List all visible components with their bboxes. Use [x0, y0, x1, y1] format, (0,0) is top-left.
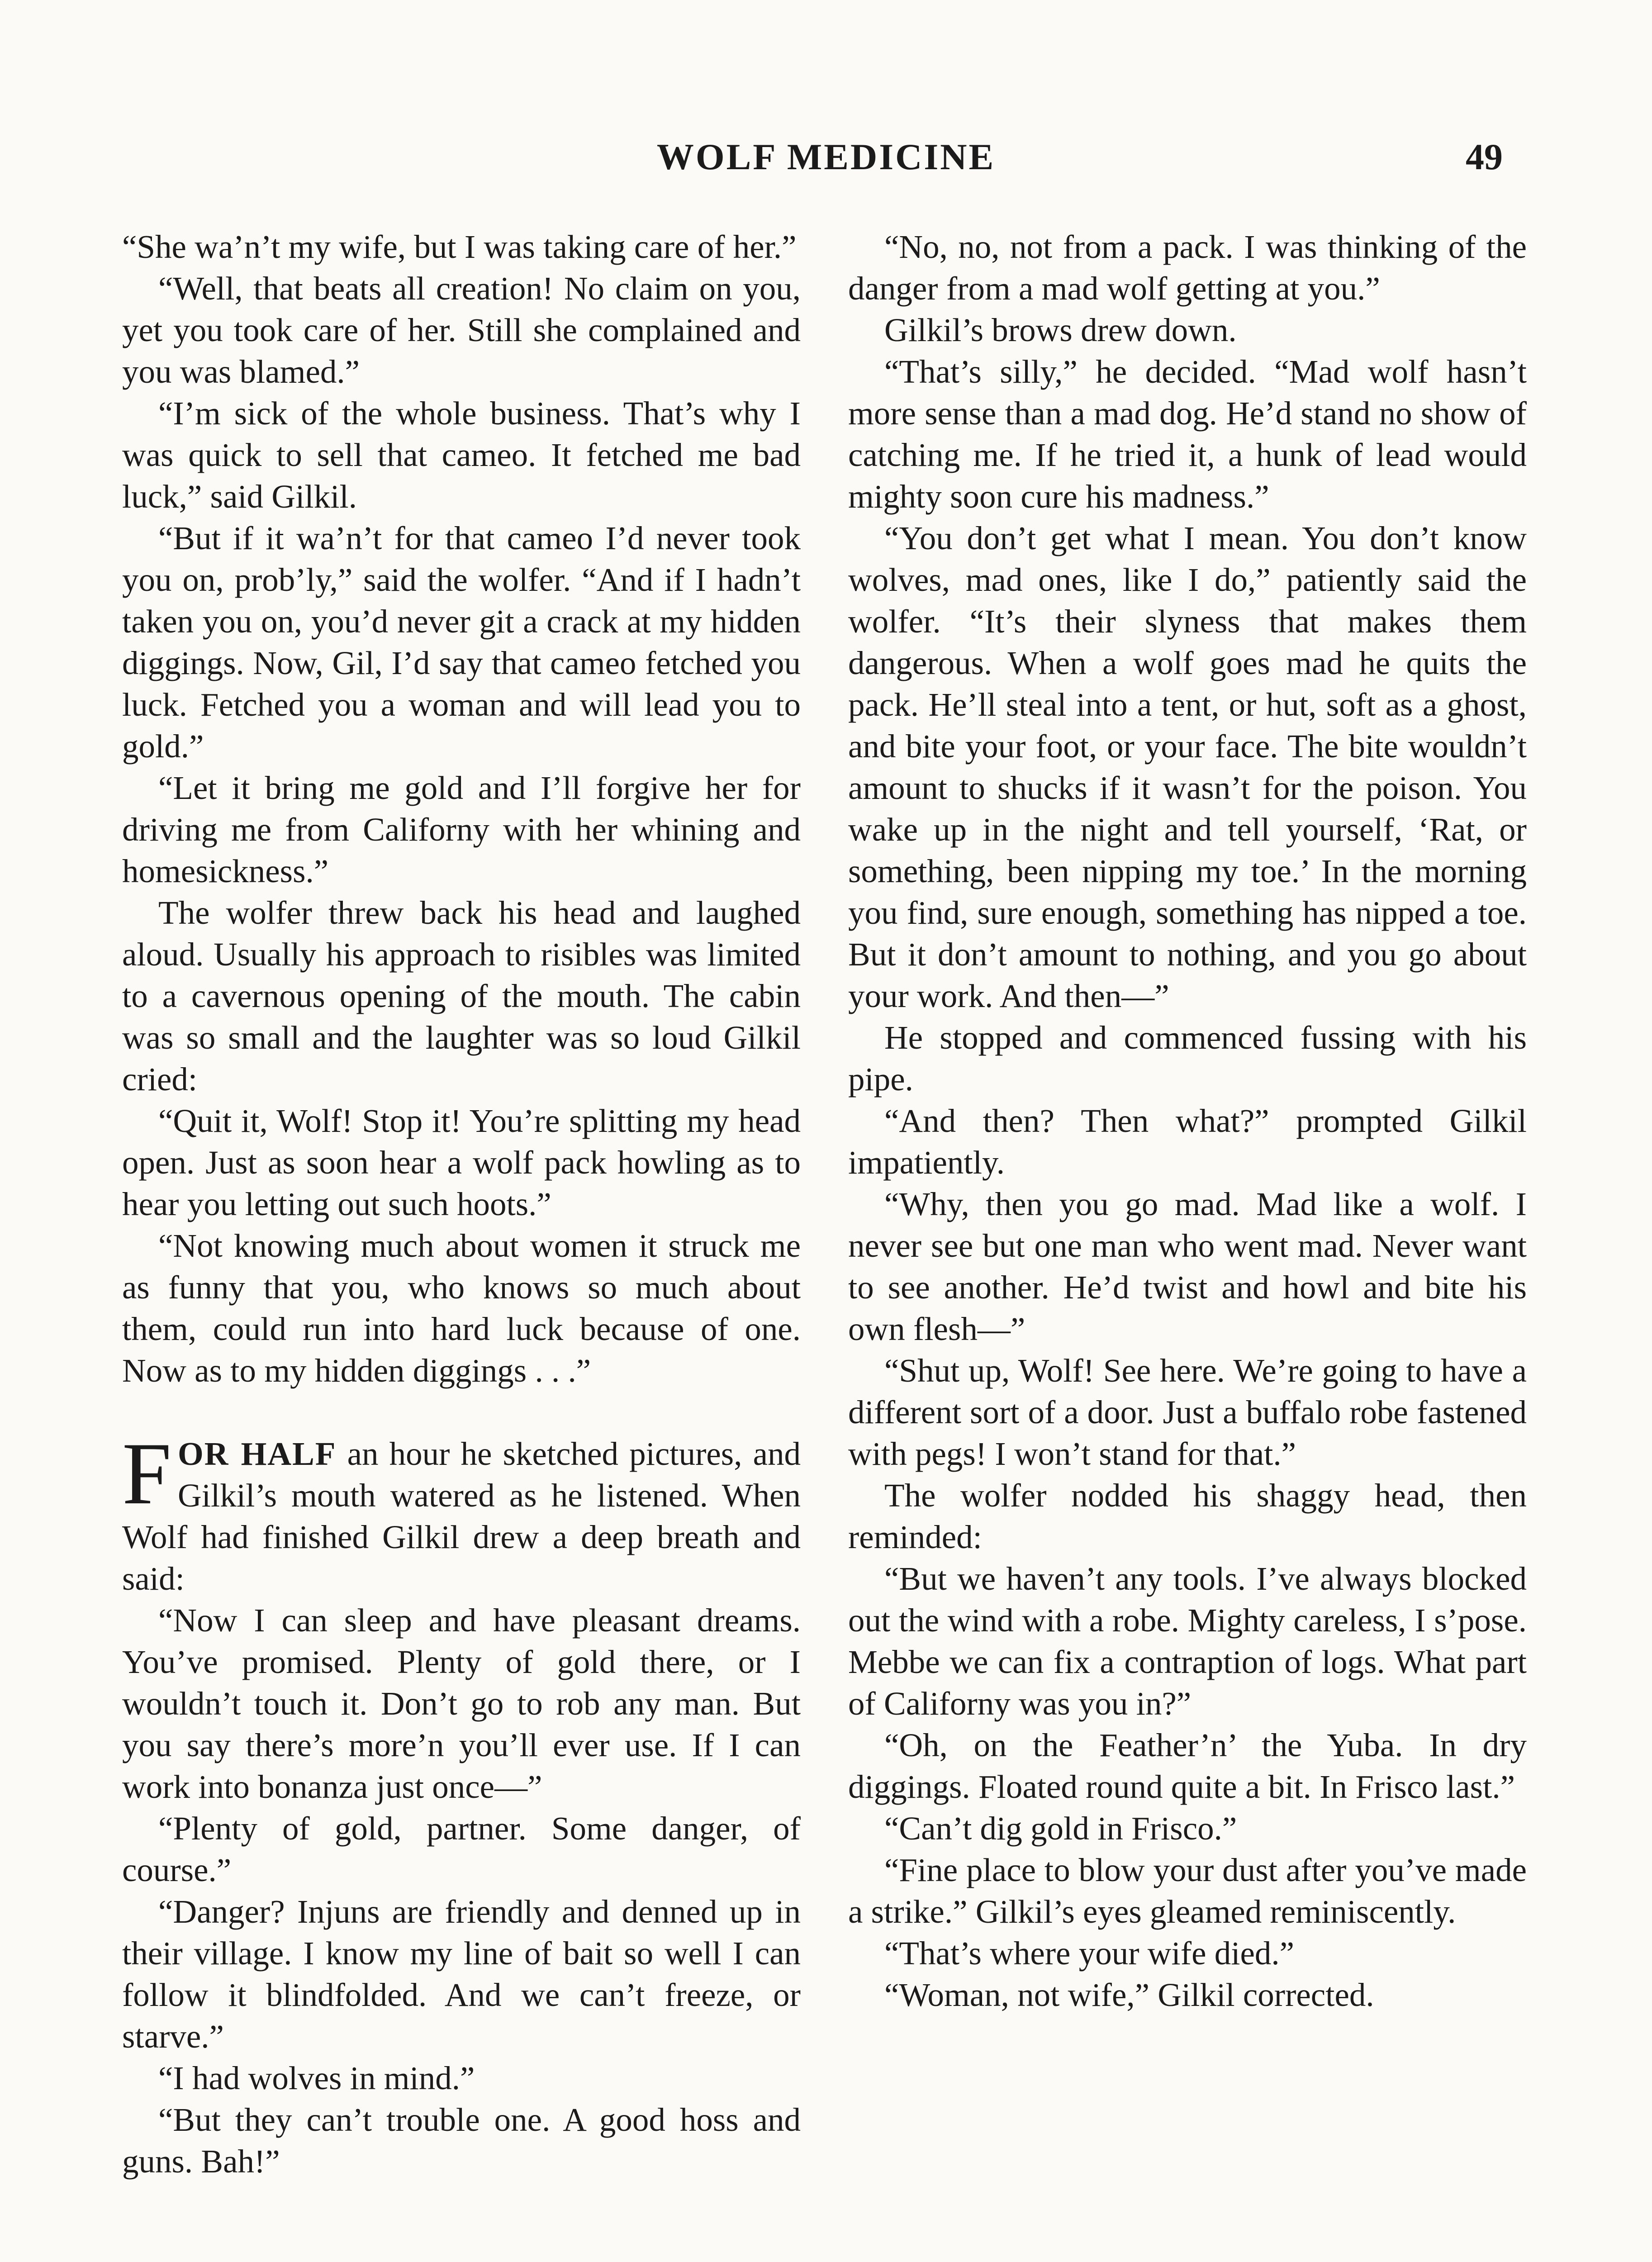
paragraph: “That’s where your wife died.”: [884, 1935, 1295, 1972]
paragraph: “No, no, not from a pack. I was thinking of the danger from a mad wolf getting at you.”: [848, 228, 1527, 307]
paragraph: “Not knowing much about women it struck me as funny that you, who knows so much about them, could run into hard luck because of one. Now as to my hidden diggings . . .”: [122, 1227, 801, 1389]
paragraph: “Well, that beats all creation! No claim on you, yet you took care of her. Still she complained and you was blamed.”: [122, 270, 801, 390]
lead-caps: OR HALF: [178, 1435, 337, 1472]
paragraph: “That’s silly,” he decided. “Mad wolf hasn’t more sense than a mad dog. He’d stand no show of catching me. If he tried it, a hunk of lead would mighty soon cure his madness.”: [848, 353, 1527, 515]
running-title: WOLF MEDICINE: [656, 136, 996, 177]
paragraph: “Plenty of gold, partner. Some danger, of course.”: [122, 1810, 801, 1888]
paragraph: “Danger? Injuns are friendly and denned up in their village. I know my line of bait so well I can follow it blindfolded. And we can’t freeze, or starve.”: [122, 1893, 801, 2055]
paragraph: He stopped and commenced fussing with his pipe.: [848, 1019, 1527, 1098]
paragraph: “But they can’t trouble one. A good hoss and guns. Bah!”: [122, 2101, 801, 2180]
paragraph: “Fine place to blow your dust after you’ve made a strike.” Gilkil’s eyes gleamed reminiscently.: [848, 1852, 1527, 1930]
paragraph: “But if it wa’n’t for that cameo I’d never took you on, prob’ly,” said the wolfer. “And if I hadn’t taken you on, you’d never git a crack at my hidden diggings. Now, Gil, I’d say that cameo fetched you luck. Fetched you a woman and will lead you to gold.”: [122, 520, 801, 765]
paragraph: “And then? Then what?” prompted Gilkil impatiently.: [848, 1102, 1527, 1181]
paragraph: The wolfer nodded his shaggy head, then reminded:: [848, 1477, 1527, 1555]
paragraph: “Why, then you go mad. Mad like a wolf. I never see but one man who went mad. Never want to see another. He’d twist and howl and bite his own flesh—”: [848, 1186, 1527, 1347]
paragraph: “Now I can sleep and have pleasant dreams. You’ve promised. Plenty of gold there, or I wouldn’t touch it. Don’t go to rob any man. But you say there’s more’n you’ll ever use. If I can work into bonanza just once—”: [122, 1602, 801, 1805]
left-column: [122, 226, 801, 2182]
paragraph: “Quit it, Wolf! Stop it! You’re splitting my head open. Just as soon hear a wolf pack howling as to hear you letting out such hoots.”: [122, 1102, 801, 1222]
paragraph: “She wa’n’t my wife, but I was taking care of her.”: [122, 228, 797, 265]
drop-cap: F: [122, 1425, 172, 1523]
paragraph: “Can’t dig gold in Frisco.”: [884, 1810, 1237, 1847]
page-header: [122, 136, 1530, 190]
section-opening-paragraph: [122, 1425, 801, 1600]
paragraph: “Oh, on the Feather’n’ the Yuba. In dry diggings. Floated round quite a bit. In Frisco last.”: [848, 1727, 1527, 1805]
paragraph: The wolfer threw back his head and laughed aloud. Usually his approach to risibles was limited to a cavernous opening of the mouth. The cabin was so small and the laughter was so loud Gilkil cried:: [122, 894, 801, 1098]
paragraph: “Woman, not wife,” Gilkil corrected.: [884, 1977, 1374, 2013]
page-number: 49: [1466, 136, 1503, 177]
paragraph: “But we haven’t any tools. I’ve always blocked out the wind with a robe. Mighty careless, I s’pose. Mebbe we can fix a contraption of logs. What part of Californy was you in?”: [848, 1560, 1527, 1722]
paragraph: Gilkil’s brows drew down.: [884, 312, 1237, 348]
section-text: an hour he sketched pictures, and Gilkil’s mouth watered as he listened. When Wolf had finished Gilkil drew a deep breath and said:: [122, 1435, 801, 1597]
paragraph: “Let it bring me gold and I’ll forgive her for driving me from Californy with her whining and homesickness.”: [122, 770, 801, 889]
paragraph: “Shut up, Wolf! See here. We’re going to have a different sort of a door. Just a buffalo robe fastened with pegs! I won’t stand for that.”: [848, 1352, 1527, 1472]
right-column: [848, 226, 1527, 2016]
paragraph: “I’m sick of the whole business. That’s why I was quick to sell that cameo. It fetched me bad luck,” said Gilkil.: [122, 395, 801, 515]
paragraph: “You don’t get what I mean. You don’t know wolves, mad ones, like I do,” patiently said the wolfer. “It’s their slyness that makes them dangerous. When a wolf goes mad he quits the pack. He’ll steal into a tent, or hut, soft as a ghost, and bite your foot, or your face. The bite wouldn’t amount to shucks if it wasn’t for the poison. You wake up in the night and tell yourself, ‘Rat, or something, been nipping my toe.’ In the morning you find, sure enough, something has nipped a toe. But it don’t amount to nothing, and you go about your work. And then—”: [848, 520, 1527, 1014]
paragraph: “I had wolves in mind.”: [158, 2060, 475, 2096]
